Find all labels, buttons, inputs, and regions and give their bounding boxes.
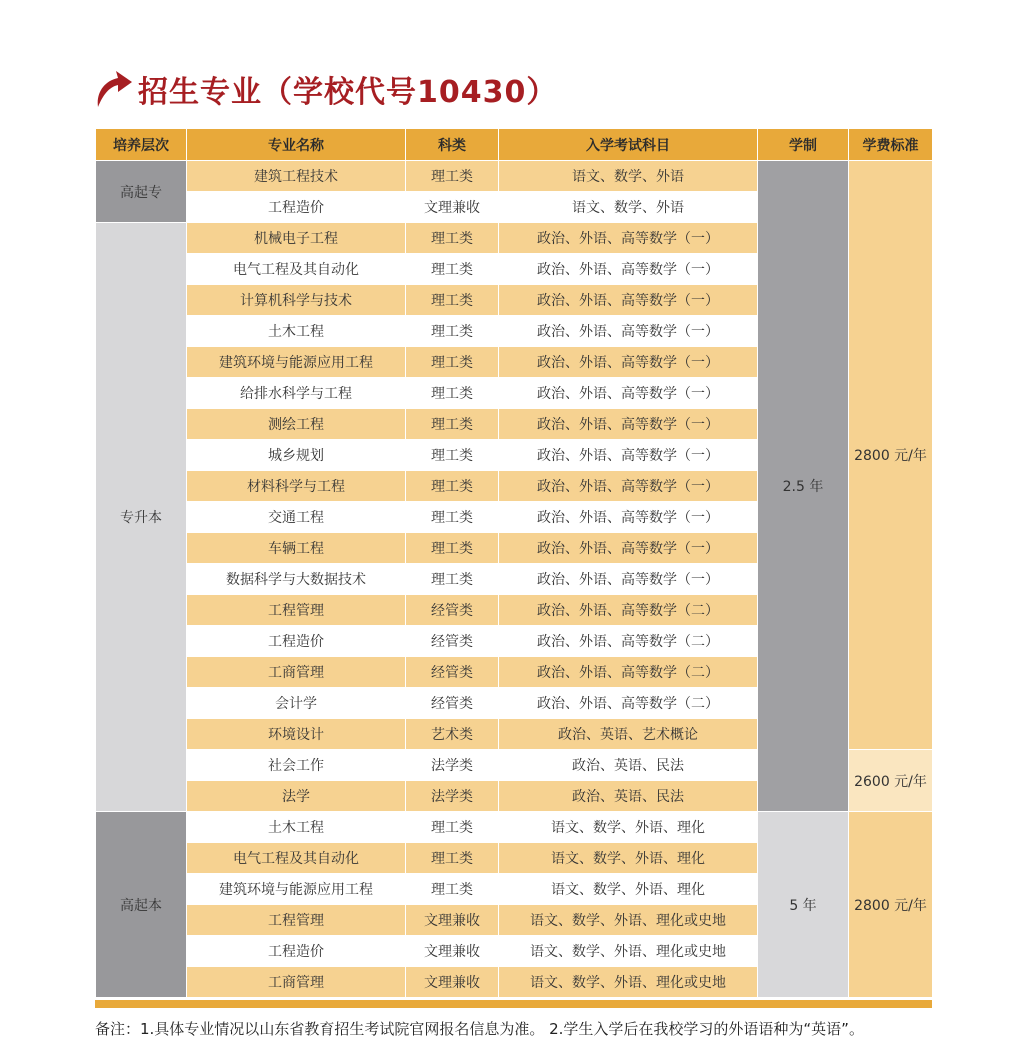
header-duration: 学制	[758, 129, 849, 161]
subjects-cell: 政治、外语、高等数学（一）	[499, 533, 758, 564]
major-cell: 电气工程及其自动化	[187, 254, 406, 285]
category-cell: 文理兼收	[406, 192, 499, 223]
category-cell: 文理兼收	[406, 967, 499, 998]
major-cell: 工程管理	[187, 595, 406, 626]
subjects-cell: 语文、数学、外语、理化或史地	[499, 967, 758, 998]
subjects-cell: 语文、数学、外语、理化或史地	[499, 905, 758, 936]
subjects-cell: 政治、英语、民法	[499, 781, 758, 812]
subjects-cell: 语文、数学、外语、理化或史地	[499, 936, 758, 967]
fee-cell: 2800 元/年	[849, 812, 933, 998]
major-cell: 会计学	[187, 688, 406, 719]
subjects-cell: 政治、外语、高等数学（一）	[499, 440, 758, 471]
duration-cell: 2.5 年	[758, 161, 849, 812]
subjects-cell: 语文、数学、外语	[499, 161, 758, 192]
major-cell: 建筑工程技术	[187, 161, 406, 192]
subjects-cell: 政治、外语、高等数学（一）	[499, 502, 758, 533]
duration-cell: 5 年	[758, 812, 849, 998]
level-cell: 专升本	[96, 223, 187, 812]
category-cell: 理工类	[406, 316, 499, 347]
header-subjects: 入学考试科目	[499, 129, 758, 161]
subjects-cell: 政治、英语、民法	[499, 750, 758, 781]
header-major: 专业名称	[187, 129, 406, 161]
table-row	[96, 161, 933, 192]
subjects-cell: 政治、外语、高等数学（二）	[499, 626, 758, 657]
category-cell: 理工类	[406, 347, 499, 378]
category-cell: 经管类	[406, 688, 499, 719]
table-bottom-bar	[95, 1000, 932, 1008]
category-cell: 文理兼收	[406, 905, 499, 936]
category-cell: 理工类	[406, 223, 499, 254]
subjects-cell: 政治、外语、高等数学（一）	[499, 316, 758, 347]
category-cell: 理工类	[406, 378, 499, 409]
subjects-cell: 语文、数学、外语	[499, 192, 758, 223]
major-cell: 材料科学与工程	[187, 471, 406, 502]
major-cell: 给排水科学与工程	[187, 378, 406, 409]
header-fee: 学费标准	[849, 129, 933, 161]
major-cell: 车辆工程	[187, 533, 406, 564]
major-cell: 土木工程	[187, 316, 406, 347]
category-cell: 理工类	[406, 440, 499, 471]
subjects-cell: 语文、数学、外语、理化	[499, 843, 758, 874]
category-cell: 理工类	[406, 254, 499, 285]
header-level: 培养层次	[96, 129, 187, 161]
category-cell: 经管类	[406, 595, 499, 626]
category-cell: 理工类	[406, 285, 499, 316]
category-cell: 理工类	[406, 533, 499, 564]
major-cell: 城乡规划	[187, 440, 406, 471]
category-cell: 法学类	[406, 781, 499, 812]
major-cell: 工程造价	[187, 192, 406, 223]
category-cell: 理工类	[406, 843, 499, 874]
level-cell: 高起专	[96, 161, 187, 223]
major-cell: 建筑环境与能源应用工程	[187, 347, 406, 378]
major-cell: 电气工程及其自动化	[187, 843, 406, 874]
level-cell: 高起本	[96, 812, 187, 998]
subjects-cell: 政治、外语、高等数学（一）	[499, 409, 758, 440]
subjects-cell: 政治、外语、高等数学（一）	[499, 378, 758, 409]
category-cell: 理工类	[406, 471, 499, 502]
fee-cell: 2800 元/年	[849, 161, 933, 750]
category-cell: 理工类	[406, 874, 499, 905]
category-cell: 经管类	[406, 657, 499, 688]
subjects-cell: 政治、英语、艺术概论	[499, 719, 758, 750]
page-header	[92, 62, 557, 116]
major-cell: 数据科学与大数据技术	[187, 564, 406, 595]
category-cell: 理工类	[406, 564, 499, 595]
subjects-cell: 政治、外语、高等数学（一）	[499, 347, 758, 378]
major-cell: 土木工程	[187, 812, 406, 843]
major-cell: 环境设计	[187, 719, 406, 750]
category-cell: 经管类	[406, 626, 499, 657]
category-cell: 法学类	[406, 750, 499, 781]
page-title: 招生专业（学校代号10430）	[138, 75, 558, 110]
category-cell: 理工类	[406, 502, 499, 533]
subjects-cell: 政治、外语、高等数学（一）	[499, 223, 758, 254]
subjects-cell: 语文、数学、外语、理化	[499, 812, 758, 843]
major-cell: 交通工程	[187, 502, 406, 533]
category-cell: 理工类	[406, 409, 499, 440]
table-header-row	[96, 129, 933, 161]
subjects-cell: 政治、外语、高等数学（二）	[499, 595, 758, 626]
major-cell: 工商管理	[187, 657, 406, 688]
footnote: 备注：1.具体专业情况以山东省教育招生考试院官网报名信息为准。 2.学生入学后在我校学习的外语语种为“英语”。	[95, 1020, 864, 1038]
subjects-cell: 政治、外语、高等数学（一）	[499, 254, 758, 285]
major-cell: 工程造价	[187, 936, 406, 967]
enrollment-table	[95, 128, 933, 998]
category-cell: 理工类	[406, 161, 499, 192]
subjects-cell: 政治、外语、高等数学（二）	[499, 688, 758, 719]
major-cell: 测绘工程	[187, 409, 406, 440]
major-cell: 法学	[187, 781, 406, 812]
category-cell: 艺术类	[406, 719, 499, 750]
fee-cell: 2600 元/年	[849, 750, 933, 812]
curved-arrow-icon	[92, 67, 134, 111]
header-category: 科类	[406, 129, 499, 161]
major-cell: 工商管理	[187, 967, 406, 998]
major-cell: 机械电子工程	[187, 223, 406, 254]
subjects-cell: 语文、数学、外语、理化	[499, 874, 758, 905]
subjects-cell: 政治、外语、高等数学（一）	[499, 564, 758, 595]
subjects-cell: 政治、外语、高等数学（二）	[499, 657, 758, 688]
major-cell: 建筑环境与能源应用工程	[187, 874, 406, 905]
major-cell: 计算机科学与技术	[187, 285, 406, 316]
major-cell: 工程造价	[187, 626, 406, 657]
subjects-cell: 政治、外语、高等数学（一）	[499, 285, 758, 316]
category-cell: 理工类	[406, 812, 499, 843]
major-cell: 社会工作	[187, 750, 406, 781]
category-cell: 文理兼收	[406, 936, 499, 967]
table-row	[96, 812, 933, 843]
major-cell: 工程管理	[187, 905, 406, 936]
subjects-cell: 政治、外语、高等数学（一）	[499, 471, 758, 502]
